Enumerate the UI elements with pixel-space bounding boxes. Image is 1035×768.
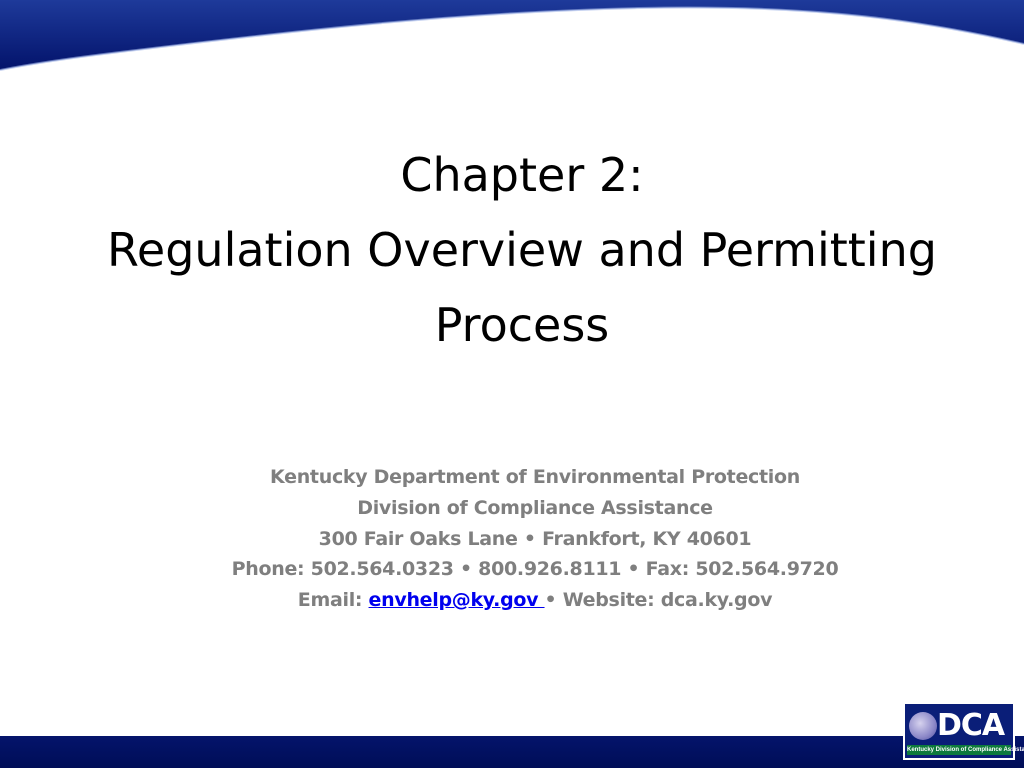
title-line-2: Regulation Overview and Permitting [107,223,937,277]
footer-bar [0,736,1035,768]
email-website-line [215,585,855,616]
address-line: 300 Fair Oaks Lane • Frankfort, KY 40601 [318,527,752,550]
email-label: Email: [297,589,369,612]
phone-line: Phone: 502.564.0323 • 800.926.8111 • Fax: 502.564.9720 [231,558,839,581]
title-line-3: Process [434,298,610,352]
org-name: Kentucky Department of Environmental Protection [270,466,800,488]
website-text: • Website: dca.ky.gov [544,589,773,612]
slide-title [20,138,1024,363]
email-link[interactable]: envhelp@ky.gov [368,589,545,612]
header-swoosh [0,0,1024,80]
title-line-1: Chapter 2: [400,148,644,202]
dca-logo [903,702,1035,760]
logo-text: DCA [937,708,1005,743]
contact-info-block [215,462,855,616]
globe-icon [909,712,937,740]
logo-strip-text: Kentucky Division of Compliance Assistance [907,747,1035,753]
division-name: Division of Compliance Assistance [357,496,713,519]
